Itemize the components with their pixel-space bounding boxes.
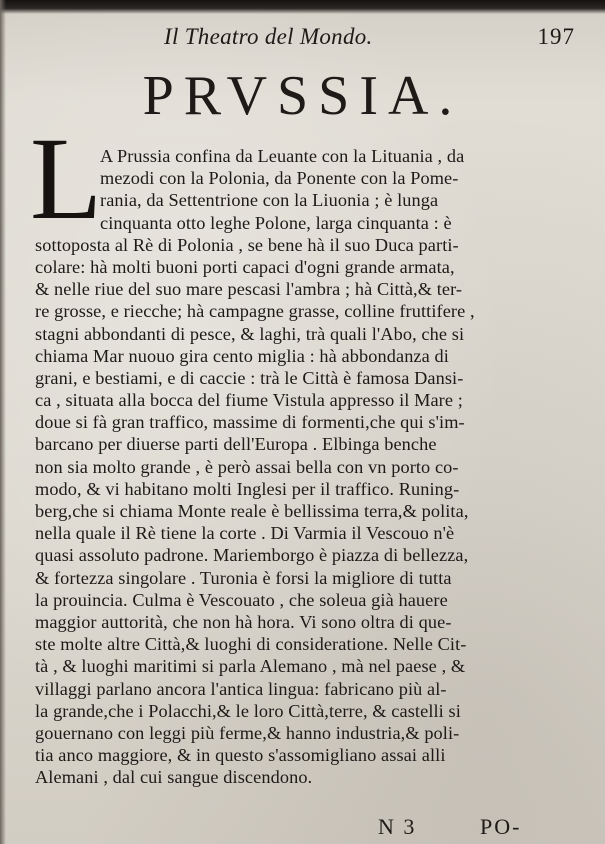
text-line: stagni abbondanti di pesce, & laghi, trà quali l'Abo, che si xyxy=(35,323,465,344)
text-line: colare: hà molti buoni porti capaci d'ogni grande armata, xyxy=(35,256,455,277)
signature-mark: N 3 xyxy=(378,814,417,839)
body-text xyxy=(35,145,553,788)
page-number: 197 xyxy=(537,24,575,49)
running-head: Il Theatro del Mondo. xyxy=(164,24,373,49)
chapter-title: PRVSSIA. xyxy=(142,65,463,127)
text-line: tia anco maggiore, & in questo s'assomigliano assai alli xyxy=(35,745,446,766)
text-line: & nelle riue del suo mare pescasi l'ambra ; hà Città,& ter- xyxy=(35,279,463,300)
text-line: mezodi con la Polonia, da Ponente con la Pome- xyxy=(100,168,459,189)
text-line: chiama Mar nuouo gira cento miglia : hà abbondanza di xyxy=(35,345,449,366)
text-line: gouernano con leggi più ferme,& hanno industria,& poli- xyxy=(35,722,460,743)
text-line: la grande,che i Polacchi,& le loro Città,terre, & castelli si xyxy=(35,700,461,721)
text-line: tà , & luoghi maritimi si parla Alemano , mà nel paese , & xyxy=(35,656,466,677)
text-line: quasi assoluto padrone. Mariemborgo è piazza di bellezza, xyxy=(35,545,469,566)
text-line: nella quale il Rè tiene la corte . Di Varmia il Vescouo n'è xyxy=(35,523,455,544)
text-line: A Prussia confina da Leuante con la Lituania , da xyxy=(100,146,465,166)
text-line: ste molte altre Città,& luoghi di consideratione. Nelle Cit- xyxy=(35,634,467,655)
text-line: barcano per diuerse parti dell'Europa . Elbinga benche xyxy=(35,434,437,455)
text-line: Alemani , dal cui sangue discendono. xyxy=(35,767,313,788)
text-line: doue si fà gran traffico, massime di formenti,che qui s'im- xyxy=(35,412,465,433)
text-line: rania, da Settentrione con la Liuonia ; è lunga xyxy=(100,190,439,211)
page-top-shadow xyxy=(0,0,605,14)
text-line: non sia molto grande , è però assai bella con vn porto co- xyxy=(35,456,459,477)
text-line: sottoposta al Rè di Polonia , se bene hà il suo Duca parti- xyxy=(35,234,459,255)
text-line: villaggi parlano ancora l'antica lingua: fabricano più al- xyxy=(35,678,447,699)
text-line: modo, & vi habitano molti Inglesi per il traffico. Runing- xyxy=(35,478,460,499)
text-line: grani, e bestiami, e di caccie : trà le Città è famosa Dansi- xyxy=(35,367,464,388)
text-line: re grosse, e riecche; hà campagne grasse, colline fruttifere , xyxy=(35,301,475,322)
drop-cap-initial: L xyxy=(30,113,103,244)
text-line: berg,che si chiama Monte reale è bellissima terra,& polita, xyxy=(35,501,469,521)
text-line: maggior auttorità, che non hà hora. Vi sono oltra di que- xyxy=(35,611,452,632)
text-line: & fortezza singolare . Turonia è forsi la migliore di tutta xyxy=(35,567,452,588)
catchword: PO- xyxy=(480,814,522,839)
page-footer xyxy=(60,814,580,842)
page-header xyxy=(60,24,580,54)
text-line: ca , situata alla bocca del fiume Vistula appresso il Mare ; xyxy=(35,390,463,411)
text-line: cinquanta otto leghe Polone, larga cinquanta : è xyxy=(100,212,452,233)
text-line: la prouincia. Culma è Vescouato , che soleua già hauere xyxy=(35,589,448,610)
